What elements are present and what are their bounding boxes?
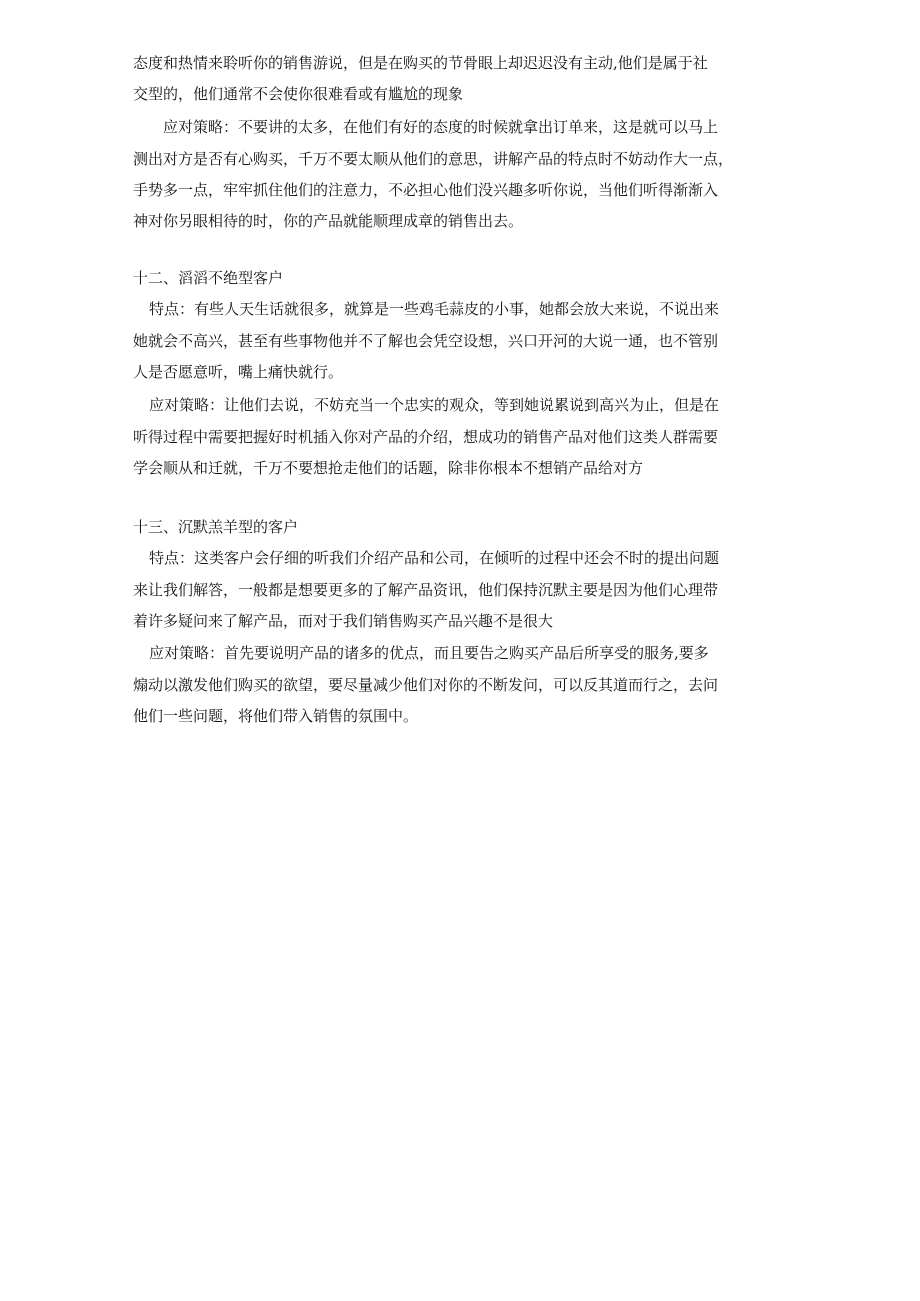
intro-line-1: 态度和热情来聆听你的销售游说，但是在购买的节骨眼上却迟迟没有主动,他们是属于社 [133, 54, 708, 72]
section-12-features-line-2: 她就会不高兴，甚至有些事物他并不了解也会凭空设想，兴口开河的大说一通，也不管别 [133, 332, 719, 350]
section-12-features-line-1: 特点：有些人天生话就很多，就算是一些鸡毛蒜皮的小事，她都会放大来说，不说出来 [149, 300, 720, 318]
section-13-features-line-3: 着许多疑问来了解产品，而对于我们销售购买产品兴趣不是很大 [133, 612, 554, 630]
intro-line-2: 交型的，他们通常不会使你很难看或有尴尬的现象 [133, 85, 464, 103]
section-12-strategy-line-3: 学会顺从和迁就，千万不要想抢走他们的话题，除非你根本不想销产品给对方 [133, 459, 644, 477]
section-13-strategy-line-2: 煽动以激发他们购买的欲望，要尽量减少他们对你的不断发问，可以反其道而行之，去问 [133, 676, 719, 694]
intro-strategy-line-1: 应对策略：不要讲的太多，在他们有好的态度的时候就拿出订单来，这是就可以马上 [163, 118, 719, 136]
section-12-features-line-3: 人是否愿意听，嘴上痛快就行。 [133, 363, 344, 381]
intro-strategy-line-3: 手势多一点，牢牢抓住他们的注意力，不必担心他们没兴趣多听你说，当他们听得渐渐入 [133, 181, 719, 199]
section-13-features-line-2: 来让我们解答，一般都是想要更多的了解产品资讯，他们保持沉默主要是因为他们心理带 [133, 581, 719, 599]
intro-strategy-line-4: 神对你另眼相待的时，你的产品就能顺理成章的销售出去。 [133, 212, 524, 230]
section-12-strategy-line-1: 应对策略：让他们去说，不妨充当一个忠实的观众，等到她说累说到高兴为止，但是在 [149, 396, 720, 414]
section-13-features-line-1: 特点：这类客户会仔细的听我们介绍产品和公司，在倾听的过程中还会不时的提出问题 [149, 549, 720, 567]
section-13-title: 十三、沉默羔羊型的客户 [133, 518, 299, 536]
section-12-title: 十二、滔滔不绝型客户 [133, 269, 284, 287]
section-13-strategy-line-3: 他们一些问题，将他们带入销售的氛围中。 [133, 707, 419, 725]
section-12-strategy-line-2: 听得过程中需要把握好时机插入你对产品的介绍，想成功的销售产品对他们这类人群需要 [133, 428, 719, 446]
section-13-strategy-line-1: 应对策略：首先要说明产品的诸多的优点，而且要告之购买产品后所享受的服务,要多 [149, 644, 709, 662]
intro-strategy-line-2: 测出对方是否有心购买，千万不要太顺从他们的意思，讲解产品的特点时不妨动作大一点， [133, 150, 734, 168]
